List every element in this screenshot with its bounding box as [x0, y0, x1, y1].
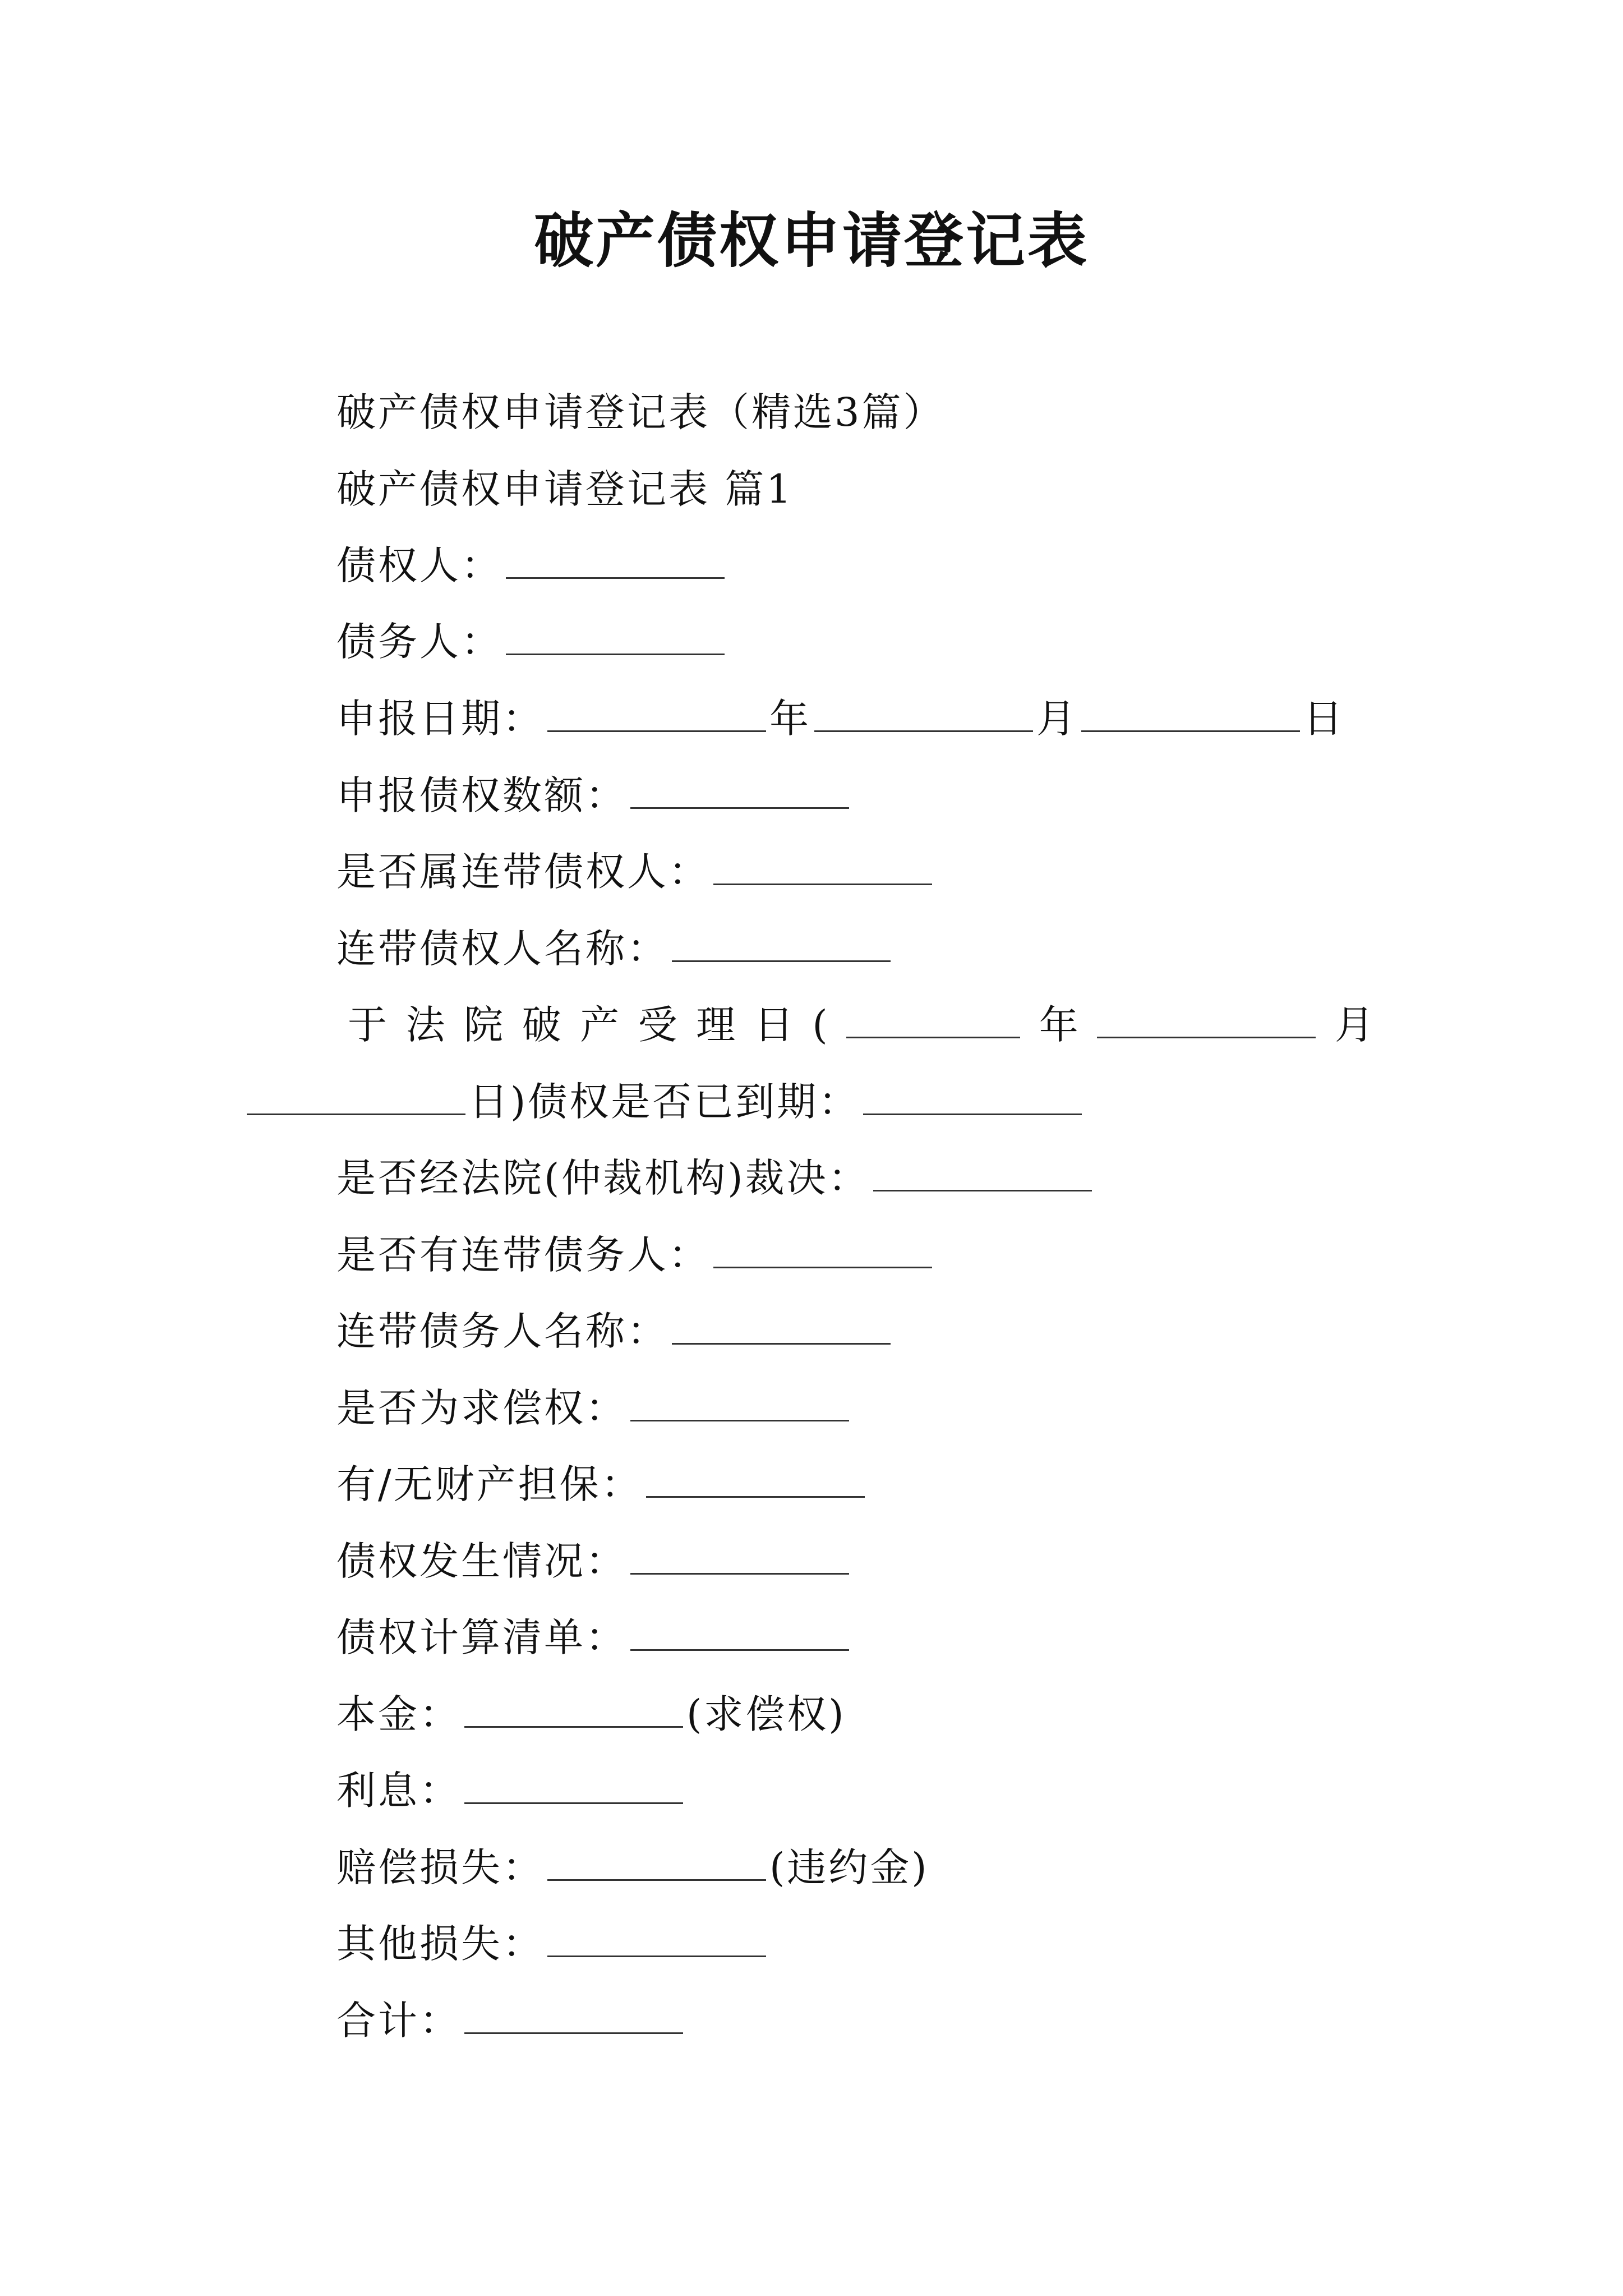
declaration-date-row: [336, 691, 1345, 747]
year-label: 年: [769, 696, 811, 742]
court-acceptance-char: 受: [638, 1002, 677, 1048]
court-acceptance-month-label: 月: [1334, 1002, 1374, 1048]
principal-label: 本金：: [336, 1691, 461, 1737]
court-acceptance-char: 产: [580, 1002, 620, 1048]
interest-row: [336, 1763, 686, 1819]
joint-creditor-name-row: [336, 921, 894, 977]
principal-row: [336, 1686, 846, 1742]
joint-debtor-name-field[interactable]: [672, 1309, 891, 1345]
declared-amount-label: 申报债权数额：: [336, 772, 627, 818]
recourse-row: [336, 1380, 852, 1436]
total-row: [336, 1993, 686, 2049]
declaration-date-label: 申报日期：: [336, 696, 544, 742]
joint-debtor-name-label: 连带债务人名称：: [336, 1308, 668, 1354]
court-acceptance-day-field[interactable]: [247, 1080, 465, 1115]
declared-amount-row: [336, 767, 852, 823]
creditor-field[interactable]: [506, 544, 725, 579]
joint-debtor-row: [336, 1227, 935, 1283]
creditor-label: 债权人：: [336, 542, 502, 588]
court-acceptance-year-label: 年: [1039, 1002, 1078, 1048]
recourse-field[interactable]: [630, 1386, 849, 1421]
property-guarantee-field[interactable]: [646, 1462, 865, 1498]
joint-creditor-label: 是否属连带债权人：: [336, 849, 710, 895]
court-acceptance-char: 法: [405, 1002, 445, 1048]
joint-creditor-row: [336, 844, 935, 900]
compensation-row: [336, 1839, 929, 1895]
court-acceptance-char: 日: [754, 1002, 794, 1048]
claim-occurrence-row: [336, 1533, 852, 1589]
debtor-field[interactable]: [506, 620, 725, 655]
day-label: 日: [1303, 696, 1345, 742]
joint-debtor-name-row: [336, 1303, 894, 1359]
interest-label: 利息：: [336, 1768, 461, 1814]
court-acceptance-char: 于: [348, 1002, 387, 1048]
total-label: 合计：: [336, 1998, 461, 2044]
joint-debtor-label: 是否有连带债务人：: [336, 1232, 710, 1278]
property-guarantee-label: 有/无财产担保：: [336, 1461, 643, 1507]
document-title: 破产债权申请登记表: [534, 206, 1089, 275]
total-field[interactable]: [464, 1999, 683, 2034]
declared-amount-field[interactable]: [630, 774, 849, 809]
principal-note: (求偿权): [686, 1691, 846, 1737]
court-acceptance-open-paren: (: [812, 1002, 828, 1048]
other-loss-field[interactable]: [547, 1922, 766, 1957]
court-acceptance-char: 院: [464, 1002, 504, 1048]
other-loss-label: 其他损失：: [336, 1921, 544, 1967]
declaration-year-field[interactable]: [547, 697, 766, 732]
declaration-month-field[interactable]: [814, 697, 1033, 732]
court-acceptance-suffix: 日)债权是否已到期：: [469, 1079, 860, 1125]
claim-calculation-field[interactable]: [630, 1616, 849, 1651]
interest-field[interactable]: [464, 1769, 683, 1804]
court-acceptance-char: 理: [696, 1002, 736, 1048]
debtor-label: 债务人：: [336, 619, 502, 665]
claim-calculation-label: 债权计算清单：: [336, 1614, 627, 1660]
recourse-label: 是否为求偿权：: [336, 1385, 627, 1431]
court-acceptance-row: [348, 997, 1374, 1053]
arbitration-label: 是否经法院(仲裁机构)裁决：: [336, 1155, 870, 1201]
claim-calculation-row: [336, 1609, 852, 1665]
claim-due-field[interactable]: [863, 1080, 1082, 1115]
document-subtitle: 破产债权申请登记表（精选3篇）: [336, 389, 945, 435]
compensation-note: (违约金): [769, 1844, 929, 1890]
court-acceptance-continuation-row: [247, 1074, 1085, 1130]
court-acceptance-year-field[interactable]: [846, 1003, 1020, 1038]
compensation-label: 赔偿损失：: [336, 1844, 544, 1890]
other-loss-row: [336, 1916, 769, 1972]
court-acceptance-month-field[interactable]: [1097, 1003, 1316, 1038]
principal-field[interactable]: [464, 1692, 683, 1728]
claim-occurrence-label: 债权发生情况：: [336, 1538, 627, 1584]
court-acceptance-char: 破: [522, 1002, 561, 1048]
section-heading: 破产债权申请登记表 篇1: [336, 466, 794, 512]
arbitration-field[interactable]: [873, 1156, 1092, 1191]
claim-occurrence-field[interactable]: [630, 1539, 849, 1575]
creditor-row: [336, 537, 728, 593]
joint-creditor-name-field[interactable]: [672, 927, 891, 962]
compensation-field[interactable]: [547, 1846, 766, 1881]
property-guarantee-row: [336, 1456, 868, 1512]
joint-debtor-field[interactable]: [713, 1233, 932, 1268]
debtor-row: [336, 614, 728, 670]
declaration-day-field[interactable]: [1081, 697, 1300, 732]
joint-creditor-name-label: 连带债权人名称：: [336, 926, 668, 972]
month-label: 月: [1036, 696, 1078, 742]
arbitration-row: [336, 1150, 1095, 1206]
joint-creditor-field[interactable]: [713, 850, 932, 885]
